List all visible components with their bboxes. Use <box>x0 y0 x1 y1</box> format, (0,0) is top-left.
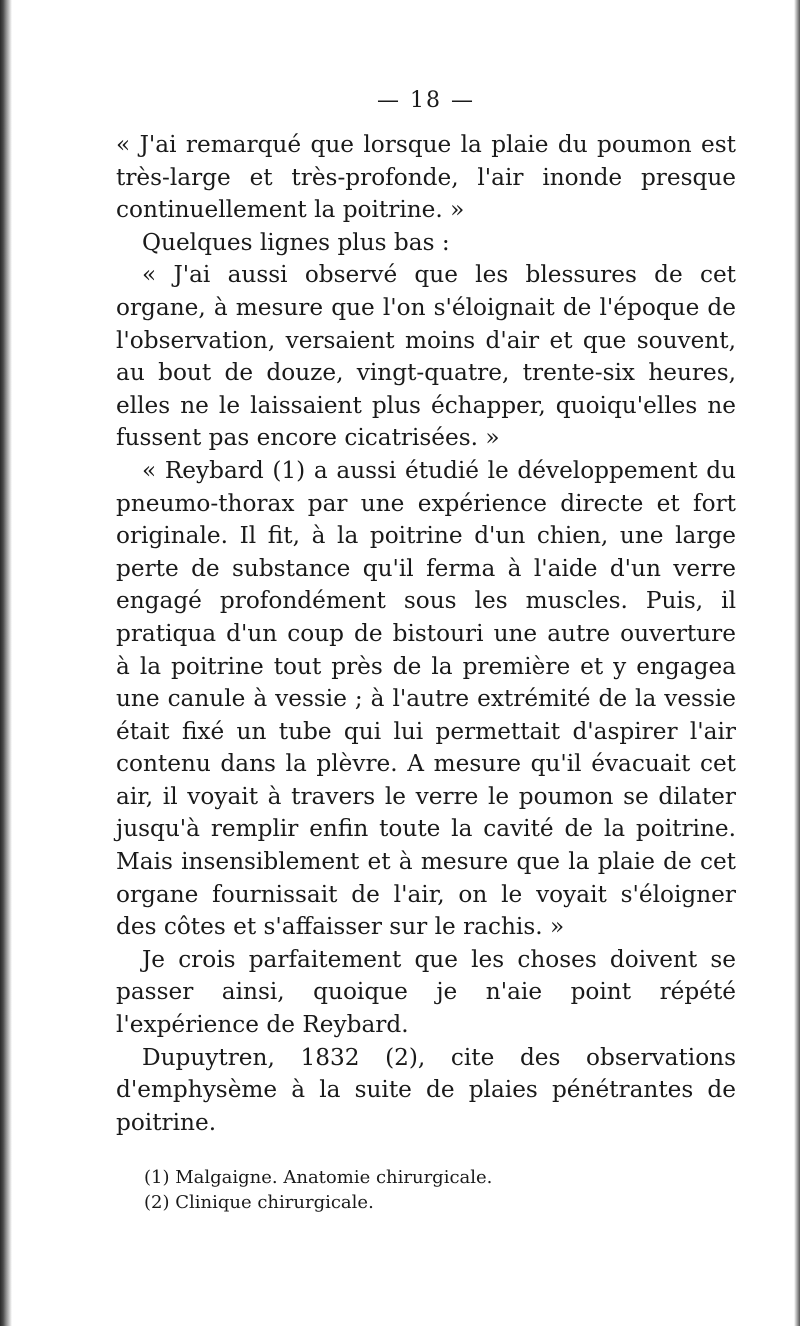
paragraph-author-comment: Je crois parfaitement que les choses doivent se passer ainsi, quoique je n'aie point répété l'expérience de Reybard. <box>116 945 736 1039</box>
footnote-2: (2) Clinique chirurgicale. <box>144 1192 374 1214</box>
binding-edge <box>0 0 12 1326</box>
footnotes <box>116 1165 736 1215</box>
page-body <box>116 88 736 1215</box>
paragraph-reybard: « Reybard (1) a aussi étudié le développement du pneumo-thorax par une expérience directe et fort originale. Il fit, à la poitrine d'un chien, une large perte de substance qu'il ferma à l'aide d'un verre engagé profondément sous les muscles. Puis, il pratiqua d'un coup de bistouri une autre ouverture à la poitrine tout près de la première et y engagea une canule à vessie ; à l'autre extrémité de la vessie était fixé un tube qui lui permettait d'aspirer l'air contenu dans la plèvre. A mesure qu'il évacuait cet air, il voyait à travers le verre le poumon se dilater jusqu'à remplir enfin toute la cavité de la poitrine. Mais insensiblement et à mesure que la plaie de cet organe fournissait de l'air, on le voyait s'éloigner des côtes et s'affaisser sur le rachis. » <box>116 456 736 941</box>
paragraph-quote-2: « J'ai aussi observé que les blessures de cet organe, à mesure que l'on s'éloignait de l'époque de l'observation, versaient moins d'air et que souvent, au bout de douze, vingt-quatre, trente-six heures, elles ne le laissaient plus échapper, quoiqu'elles ne fussent pas encore cicatrisées. » <box>116 261 736 452</box>
paragraph-dupuytren: Dupuytren, 1832 (2), cite des observations d'emphysème à la suite de plaies pénétrantes de poitrine. <box>116 1043 736 1136</box>
page-number: — 18 — <box>377 88 475 113</box>
footnote-1: (1) Malgaigne. Anatomie chirurgicale. <box>144 1167 493 1189</box>
paragraph-transition: Quelques lignes plus bas : <box>142 228 450 256</box>
paragraph-quote-1: « J'ai remarqué que lorsque la plaie du poumon est très-large et très-profonde, l'air inonde presque continuellement la poitrine. » <box>116 131 736 224</box>
page-edge <box>794 0 800 1326</box>
